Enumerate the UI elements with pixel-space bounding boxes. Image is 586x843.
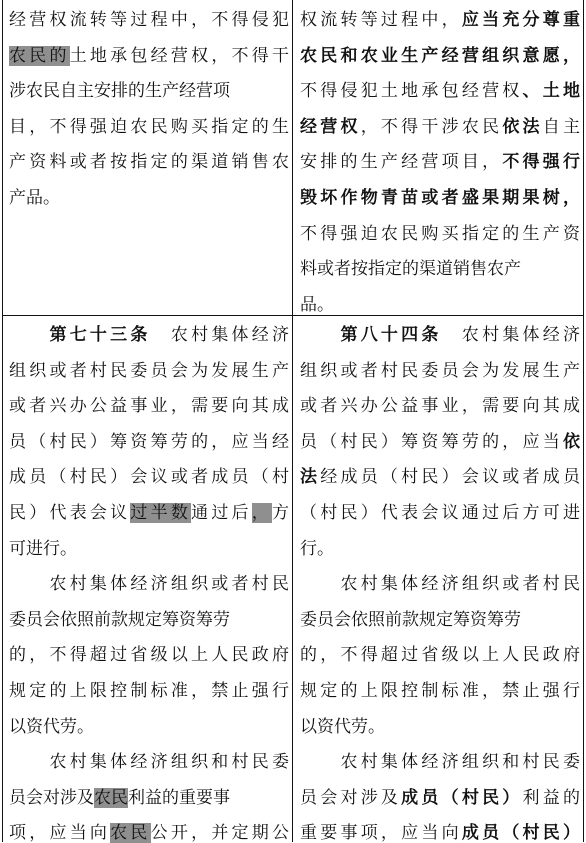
text-span: 农村集体经济: [441, 325, 584, 345]
text-line: [300, 681, 583, 701]
text-span: 农村集体经济组织和村民委: [300, 752, 584, 773]
text-span: 利益的: [522, 787, 584, 808]
text-span: 或者兴办公益事业，需要向其成: [300, 396, 584, 417]
bold-text: 经营权: [300, 116, 361, 137]
text-line: [300, 81, 583, 101]
text-line: [9, 325, 292, 345]
text-span: 目，不得强迫农民购买指定的生: [9, 116, 293, 137]
bold-text: 第八十四条: [340, 325, 442, 345]
text-line: [9, 396, 292, 416]
text-span: 不得侵犯土地承包经营权: [300, 81, 523, 102]
text-line: [9, 188, 60, 208]
bold-text: 成员（村民）: [461, 823, 584, 843]
text-line: [9, 117, 292, 137]
text-line: [300, 295, 334, 315]
text-line: [9, 681, 292, 701]
bold-text: 毁坏作物青苗或者盛果期果树，: [300, 188, 584, 208]
text-line: [300, 10, 583, 30]
text-line: [9, 823, 292, 843]
highlighted-text: 农民的: [9, 45, 70, 66]
text-line: [300, 823, 583, 843]
text-line: [300, 259, 521, 279]
text-line: [9, 432, 292, 452]
text-span: 产资料或者按指定的渠道销售农: [9, 152, 293, 173]
text-span: 的，不得超过省级以上人民政府: [9, 645, 293, 666]
text-span: 产品。: [9, 188, 60, 208]
text-span: 或者兴办公益事业，需要向其成: [9, 396, 293, 417]
text-span: 员会对涉及: [9, 787, 94, 808]
highlighted-text: ，: [251, 503, 273, 523]
text-line: [9, 46, 292, 66]
text-line: [9, 503, 292, 523]
bold-text: 第七十三条: [49, 325, 151, 345]
text-span: 农村集体经济组织或者村民: [300, 574, 584, 595]
text-span: 组织或者村民委员会为发展生产: [300, 360, 584, 381]
text-line: [300, 752, 583, 772]
bold-text: 法: [300, 467, 321, 488]
text-line: [300, 574, 583, 594]
text-line: [300, 503, 583, 523]
bold-text: 、土地: [522, 81, 584, 102]
text-span: 员（村民）筹资筹劳的，应当经: [9, 431, 293, 452]
bold-text: 应当充分尊重: [461, 10, 584, 30]
text-line: [9, 539, 77, 559]
text-line: [300, 539, 334, 559]
text-span: 安排的生产经营项目，: [300, 152, 503, 173]
text-line: [9, 574, 292, 594]
text-span: 的，不得超过省级以上人民政府: [300, 645, 584, 666]
highlighted-text: 农民: [110, 823, 151, 843]
text-span: 方: [272, 503, 293, 523]
text-span: 权流转等过程中，: [300, 10, 462, 30]
table-row-divider: [2, 315, 584, 316]
text-line: [9, 610, 230, 630]
text-line: [9, 717, 94, 737]
text-span: 民）代表会议: [9, 503, 131, 523]
text-span: 以资代劳。: [300, 716, 385, 737]
text-line: [9, 752, 292, 772]
text-span: 公开，并定期公: [150, 823, 293, 843]
text-span: ，不得干涉农民: [360, 116, 503, 137]
text-line: [300, 788, 583, 808]
text-span: 利益的重要事: [128, 787, 230, 808]
text-span: 品。: [300, 294, 334, 315]
text-span: 通过后: [191, 503, 252, 523]
bold-text: 成员（村民）: [401, 787, 523, 808]
text-line: [9, 152, 292, 172]
text-line: [300, 396, 583, 416]
text-span: 规定的上限控制标准，禁止强行: [9, 681, 293, 701]
text-span: 经成员（村民）会议或者成员: [320, 467, 584, 488]
text-span: 以资代劳。: [9, 716, 94, 737]
text-span: 农村集体经济组织和村民委: [9, 752, 293, 773]
text-line: [300, 717, 385, 737]
text-line: [300, 117, 583, 137]
text-line: [300, 467, 583, 487]
text-line: [9, 361, 292, 381]
text-span: 规定的上限控制标准，禁止强行: [300, 681, 584, 701]
text-line: [300, 432, 583, 452]
text-span: 项，应当向: [9, 823, 111, 843]
text-span: [9, 325, 49, 345]
text-line: [9, 81, 230, 101]
text-span: 员（村民）筹资筹劳的，应当: [300, 431, 563, 452]
text-line: [9, 788, 230, 808]
text-span: 成员（村民）会议或者成员（村: [9, 467, 293, 488]
text-span: 重要事项，应当向: [300, 823, 462, 843]
text-span: 委员会依照前款规定筹资筹劳: [300, 609, 521, 630]
bold-text: 依: [563, 431, 584, 452]
bold-text: 不得强行: [502, 152, 584, 173]
bold-text: 农民和农业生产经营组织意愿，: [300, 45, 584, 66]
text-span: 农村集体经济: [150, 325, 293, 345]
text-span: 委员会依照前款规定筹资筹劳: [9, 609, 230, 630]
text-span: 料或者按指定的渠道销售农产: [300, 259, 521, 280]
text-span: 经营权流转等过程中，不得侵犯: [9, 10, 293, 30]
text-line: [300, 224, 583, 244]
text-span: 土地承包经营权，不得干: [69, 45, 293, 66]
bold-text: 依法: [502, 116, 543, 137]
text-span: 农村集体经济组织或者村民: [9, 574, 293, 595]
text-span: 组织或者村民委员会为发展生产: [9, 360, 293, 381]
text-line: [300, 188, 583, 208]
text-span: [300, 325, 340, 345]
text-span: 可进行。: [9, 538, 77, 559]
highlighted-text: 过半数: [130, 503, 192, 523]
text-line: [300, 325, 583, 345]
text-span: （村民）代表会议通过后方可进: [300, 503, 584, 523]
text-line: [9, 467, 292, 487]
text-span: 行。: [300, 538, 334, 559]
text-line: [300, 361, 583, 381]
text-span: 涉农民自主安排的生产经营项: [9, 81, 230, 102]
text-line: [300, 645, 583, 665]
highlighted-text: 农民: [94, 787, 128, 808]
text-line: [300, 610, 521, 630]
text-span: 不得强迫农民购买指定的生产资: [300, 223, 584, 244]
text-line: [9, 645, 292, 665]
text-span: 自主: [542, 116, 584, 137]
text-line: [300, 46, 583, 66]
text-line: [300, 152, 583, 172]
table-border-left: [2, 0, 3, 842]
text-span: 员会对涉及: [300, 787, 402, 808]
text-line: [9, 10, 292, 30]
